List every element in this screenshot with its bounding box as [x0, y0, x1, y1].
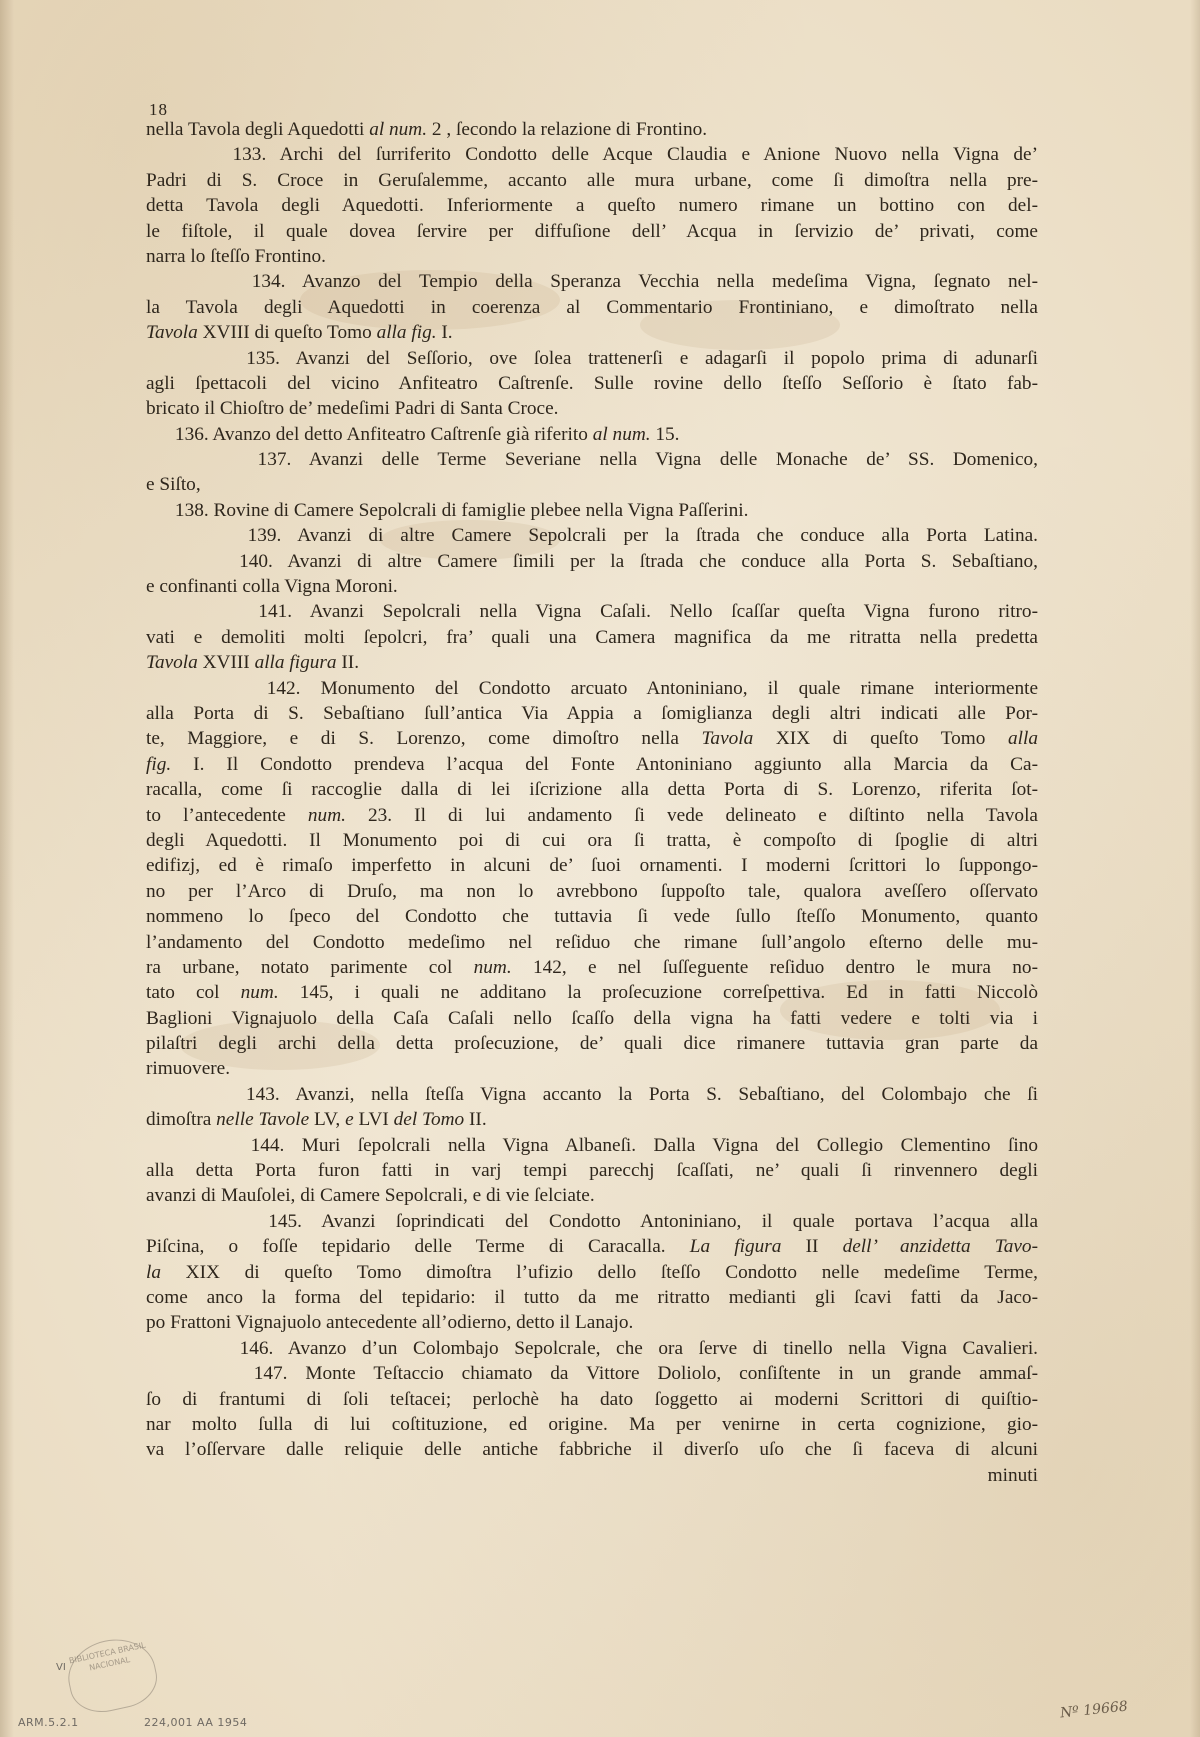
italic-text: num.	[240, 982, 279, 1004]
text-line	[146, 980, 1038, 1005]
italic-text: alla	[1007, 728, 1038, 750]
text-segment: 145. Avanzi ſoprindicati del Condotto Antoniniano, il quale portava l’acqua alla	[146, 1210, 1038, 1232]
text-segment: la Tavola degli Aquedotti in coerenza al Commentario Frontiniano, e dimoſtrato nella	[146, 296, 1038, 318]
italic-text: num.	[473, 956, 512, 978]
text-line	[146, 142, 1038, 167]
text-segment: nella Tavola degli Aquedotti	[146, 119, 370, 140]
text-segment: Baglioni Vignajuolo della Caſa Caſali nello ſcaſſo della vigna ha fatti vedere e tolti via i	[146, 1007, 1038, 1029]
text-segment: 2 , ſecondo la relazione di Frontino.	[427, 119, 708, 140]
text-line	[146, 1209, 1038, 1234]
text-line	[146, 447, 1038, 472]
text-segment: to l’antecedente	[146, 804, 308, 826]
text-segment: ra urbane, notato parimente col	[146, 956, 474, 978]
italic-text: dell’ anzidetta Tavo-	[842, 1236, 1038, 1258]
text-segment: agli ſpettacoli del vicino Anfiteatro Caſtrenſe. Sulle rovine dello ſteſſo Seſſorio è ſtato fab-	[146, 372, 1038, 394]
text-line	[146, 1412, 1038, 1437]
text-segment: edifizj, ed è rimaſo imperfetto in alcuni de’ ſuoi ornamenti. I moderni ſcrittori lo ſuppongo-	[146, 855, 1038, 877]
text-line	[146, 295, 1038, 320]
text-line	[146, 117, 1038, 142]
text-segment: no per l’Arco di Druſo, ma non lo avrebbono ſuppoſto tale, qualora aveſſero oſſervato	[146, 880, 1038, 902]
text-line	[146, 244, 1038, 269]
text-segment: II.	[464, 1109, 487, 1131]
text-segment: va l’oſſervare dalle reliquie delle antiche fabbriche il diverſo uſo che ſi faceva di alcuni	[146, 1439, 1038, 1461]
text-line	[146, 1107, 1038, 1132]
text-line	[146, 1463, 1038, 1488]
text-line	[146, 955, 1038, 980]
text-line	[146, 1387, 1038, 1412]
text-line	[146, 346, 1038, 371]
text-segment: 15.	[650, 423, 680, 445]
text-line	[146, 701, 1038, 726]
text-line	[146, 1234, 1038, 1259]
italic-text: num.	[307, 804, 346, 826]
text-segment: ſo di frantumi di ſoli teſtacei; perlochè ha dato ſoggetto ai moderni Scrittori di quiſtio-	[146, 1388, 1038, 1410]
text-line	[146, 396, 1038, 421]
text-segment: avanzi di Mauſolei, di Camere Sepolcrali, e di vie ſelciate.	[146, 1185, 595, 1207]
italic-text: al num.	[369, 119, 428, 140]
text-line	[146, 1437, 1038, 1462]
italic-text: la	[146, 1261, 161, 1283]
text-line	[146, 879, 1038, 904]
text-segment: 23. Il di lui andamento ſi vede delineato e diſtinto nella Tavola	[345, 804, 1038, 826]
text-segment: dimoſtra	[146, 1109, 217, 1131]
text-segment: II.	[336, 652, 360, 674]
text-segment: 139. Avanzi di altre Camere Sepolcrali per la ſtrada che conduce alla Porta Latina.	[146, 525, 1038, 547]
text-segment: LVI	[353, 1109, 394, 1131]
text-segment: nar molto ſulla di lui coſtituzione, ed origine. Ma per venirne in certa cognizione, gio-	[146, 1413, 1038, 1435]
text-line	[146, 803, 1038, 828]
text-segment: 146. Avanzo d’un Colombajo Sepolcrale, che ora ſerve di tinello nella Vigna Cavalieri.	[146, 1337, 1038, 1359]
text-segment: e confinanti colla Vigna Moroni.	[146, 576, 398, 598]
text-segment: 140. Avanzi di altre Camere ſimili per la ſtrada che conduce alla Porta S. Sebaſtiano,	[146, 550, 1038, 572]
text-line	[146, 498, 1038, 523]
text-segment: po Frattoni Vignajuolo antecedente all’odierno, detto il Lanajo.	[146, 1312, 634, 1334]
text-line	[146, 930, 1038, 955]
text-line	[146, 1031, 1038, 1056]
text-segment: XIX di queſto Tomo	[753, 728, 1008, 750]
italic-text: alla fig.	[376, 322, 437, 344]
text-line	[146, 193, 1038, 218]
italic-text: alla figura	[254, 652, 337, 674]
text-line	[146, 269, 1038, 294]
text-segment: I. Il Condotto prendeva l’acqua del Fonte Antoniniano aggiunto alla Marcia da Ca-	[171, 753, 1038, 775]
text-segment: Padri di S. Croce in Geruſalemme, accanto alle mura urbane, come ſi dimoſtra nella pre-	[146, 169, 1038, 191]
text-line	[146, 726, 1038, 751]
text-segment: Piſcina, o foſſe tepidario delle Terme di Caracalla.	[146, 1236, 690, 1258]
italic-text: al num.	[592, 423, 651, 445]
text-line	[146, 168, 1038, 193]
italic-text: Tavola	[701, 728, 754, 750]
text-segment: 143. Avanzi, nella ſteſſa Vigna accanto la Porta S. Sebaſtiano, del Colombajo che ſi	[146, 1083, 1038, 1105]
text-line	[146, 549, 1038, 574]
italic-text: fig.	[146, 753, 172, 775]
text-line	[146, 599, 1038, 624]
text-segment: le fiſtole, il quale dovea ſervire per diffuſione dell’ Acqua in ſervizio de’ privati, come	[146, 220, 1038, 242]
text-line	[146, 650, 1038, 675]
text-segment: minuti	[987, 1464, 1038, 1486]
text-segment: come anco la forma del tepidario: il tutto da me ritratto medianti gli ſcavi fatti da Jaco-	[146, 1286, 1038, 1308]
text-segment: te, Maggiore, e di S. Lorenzo, come dimoſtro nella	[146, 728, 702, 750]
text-segment: bricato il Chioſtro de’ medeſimi Padri di Santa Croce.	[146, 398, 559, 420]
text-segment: 138. Rovine di Camere Sepolcrali di famiglie plebee nella Vigna Paſſerini.	[146, 499, 749, 521]
text-line	[146, 904, 1038, 929]
text-segment: 144. Muri ſepolcrali nella Vigna Albaneſi. Dalla Vigna del Collegio Clementino ſino	[146, 1134, 1038, 1156]
text-line	[146, 1158, 1038, 1183]
text-line	[146, 1183, 1038, 1208]
text-line	[146, 676, 1038, 701]
text-line	[146, 1133, 1038, 1158]
italic-text: e	[345, 1109, 354, 1131]
text-segment: XVIII	[197, 652, 255, 674]
italic-text: nelle Tavole	[216, 1109, 310, 1131]
italic-text: del Tomo	[393, 1109, 465, 1131]
text-segment: l’andamento del Condotto medeſimo nel reſiduo che rimane ſull’angolo eſterno delle mu-	[146, 931, 1038, 953]
text-line	[146, 371, 1038, 396]
text-line	[146, 853, 1038, 878]
text-segment: 147. Monte Teſtaccio chiamato da Vittore Doliolo, conſiſtente in un grande ammaſ-	[146, 1363, 1038, 1385]
text-segment: 136. Avanzo del detto Anfiteatro Caſtrenſe già riferito	[146, 423, 593, 445]
text-segment: 133. Archi del ſurriferito Condotto delle Acque Claudia e Anione Nuovo nella Vigna de’	[146, 144, 1038, 166]
text-segment: racalla, come ſi raccoglie dalla di lei iſcrizione alla detta Porta di S. Lorenzo, riferita ſot-	[146, 779, 1038, 801]
text-segment: XVIII di queſto Tomo	[197, 322, 377, 344]
shelfmark: ARM.5.2.1	[18, 1716, 79, 1729]
text-segment: detta Tavola degli Aquedotti. Inferiormente a queſto numero rimane un bottino con del-	[146, 195, 1038, 217]
italic-text: Tavola	[146, 322, 198, 344]
text-line	[146, 1361, 1038, 1386]
text-line	[146, 574, 1038, 599]
text-line	[146, 1310, 1038, 1335]
text-segment: alla Porta di S. Sebaſtiano ſull’antica Via Appia a ſomiglianza degli altri indicati alle Por-	[146, 702, 1038, 724]
text-segment: narra lo ſteſſo Frontino.	[146, 245, 326, 267]
text-segment: 135. Avanzi del Seſſorio, ove ſolea trattenerſi e adagarſi il popolo prima di adunarſi	[146, 347, 1038, 369]
text-line	[146, 1285, 1038, 1310]
italic-text: Tavola	[146, 652, 198, 674]
text-segment: rimuovere.	[146, 1058, 231, 1080]
text-line	[146, 219, 1038, 244]
body-text	[146, 117, 1038, 1488]
text-segment: 145, i quali ne additano la proſecuzione correſpettiva. Ed in fatti Niccolò	[278, 982, 1038, 1004]
text-segment: degli Aquedotti. Il Monumento poi di cui ora ſi tratta, è compoſto di ſpoglie di altri	[146, 829, 1038, 851]
text-segment: 142, e nel ſuſſeguente reſiduo dentro le mura no-	[511, 956, 1038, 978]
text-line	[146, 422, 1038, 447]
library-stamp: BIBLIOTECA BRASIL NACIONAL	[62, 1632, 163, 1719]
italic-text: La figura	[689, 1236, 782, 1258]
inventory-number: Nº 19668	[1059, 1698, 1129, 1722]
text-segment: 142. Monumento del Condotto arcuato Antoniniano, il quale rimane interiormente	[146, 677, 1038, 699]
text-line	[146, 752, 1038, 777]
text-segment: alla detta Porta furon fatti in varj tempi parecchj ſcaſſati, ne’ quali ſi rinvennero degli	[146, 1160, 1038, 1182]
text-line	[146, 828, 1038, 853]
text-line	[146, 777, 1038, 802]
text-segment: I.	[436, 322, 453, 344]
text-segment: pilaſtri degli archi della detta proſecuzione, de’ quali dice rimanere tuttavia gran parte da	[146, 1033, 1038, 1055]
text-segment: XIX di queſto Tomo dimoſtra l’ufizio dello ſteſſo Condotto nelle medeſime Terme,	[161, 1261, 1038, 1283]
text-line	[146, 1006, 1038, 1031]
text-line	[146, 472, 1038, 497]
text-segment: nommeno lo ſpeco del Condotto che tuttavia ſi vede ſullo ſteſſo Monumento, quanto	[146, 906, 1038, 928]
text-line	[146, 1260, 1038, 1285]
text-line	[146, 625, 1038, 650]
pencil-mark: VI	[56, 1662, 66, 1673]
text-segment: 137. Avanzi delle Terme Severiane nella Vigna delle Monache de’ SS. Domenico,	[146, 449, 1038, 471]
text-segment: 134. Avanzo del Tempio della Speranza Vecchia nella medeſima Vigna, ſegnato nel-	[146, 271, 1038, 293]
text-segment: 141. Avanzi Sepolcrali nella Vigna Caſali. Nello ſcaſſar queſta Vigna furono ritro-	[146, 601, 1038, 623]
text-line	[146, 1336, 1038, 1361]
text-segment: tato col	[146, 982, 241, 1004]
page-number: 18	[149, 100, 168, 119]
text-segment: LV,	[309, 1109, 346, 1131]
call-number: 224,001 AA 1954	[144, 1716, 248, 1729]
text-segment: e Siſto,	[146, 474, 201, 496]
text-segment: vati e demoliti molti ſepolcri, fra’ quali una Camera magnifica da me ritratta nella predetta	[146, 626, 1038, 648]
text-line	[146, 320, 1038, 345]
text-segment: II	[781, 1236, 843, 1258]
text-line	[146, 1082, 1038, 1107]
text-line	[146, 1056, 1038, 1081]
text-line	[146, 523, 1038, 548]
